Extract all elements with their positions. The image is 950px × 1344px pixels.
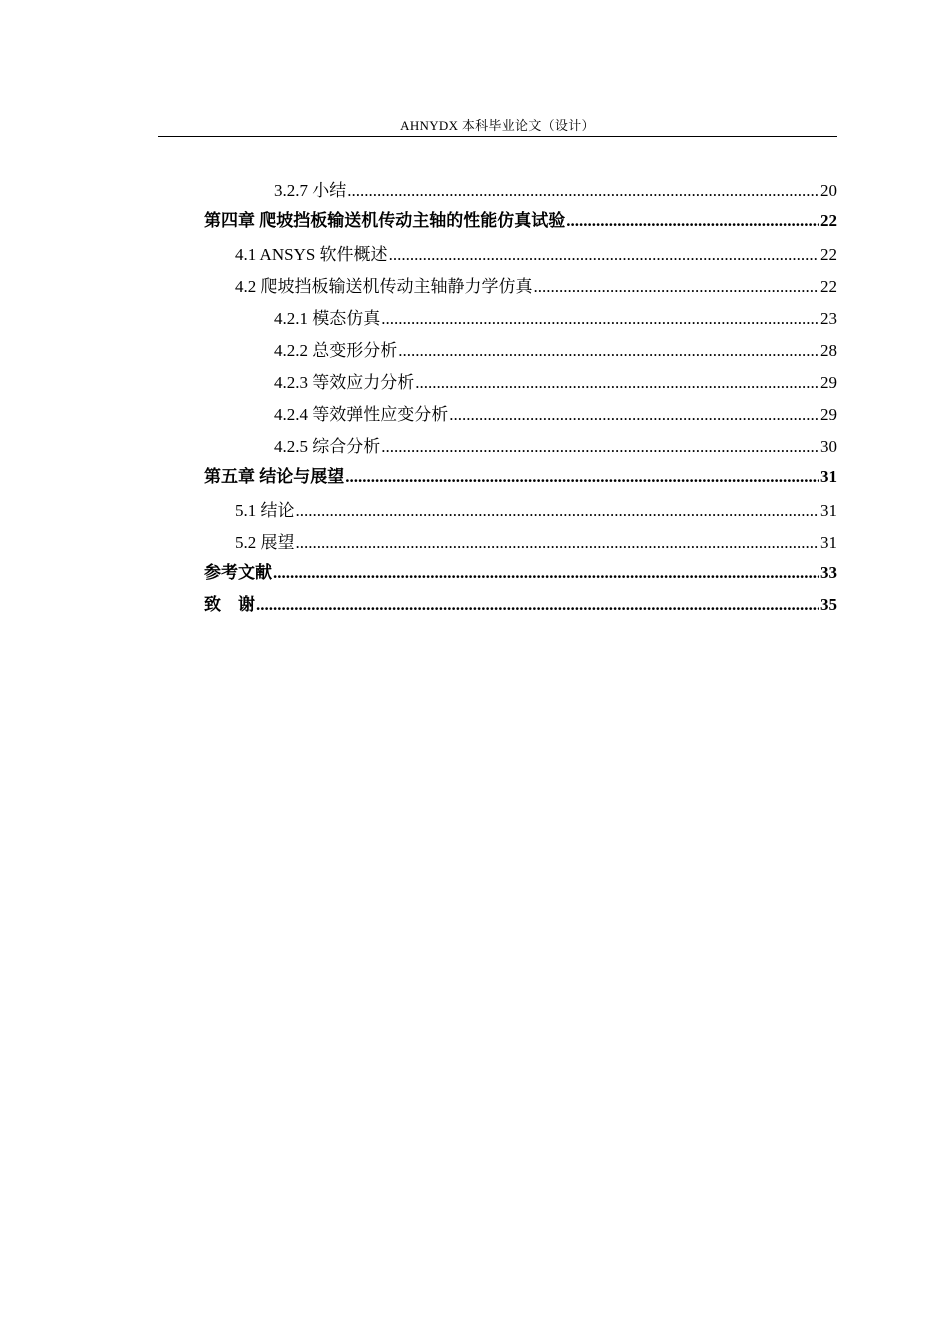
- toc-entry[interactable]: [274, 178, 837, 204]
- toc-entry-title: 4.2.1 模态仿真: [274, 309, 381, 328]
- toc-entry-page: 22: [820, 245, 837, 264]
- toc-entry-title: 第五章 结论与展望: [204, 467, 345, 486]
- toc-dot-leader: [449, 402, 819, 428]
- toc-entry-title: 4.2.3 等效应力分析: [274, 373, 415, 392]
- toc-entry[interactable]: [274, 306, 837, 332]
- toc-dot-leader: [415, 370, 819, 396]
- toc-entry-title: 第四章 爬坡挡板输送机传动主轴的性能仿真试验: [204, 211, 566, 230]
- header-rule: [158, 136, 837, 137]
- toc-entry-page: 22: [820, 277, 837, 296]
- toc-dot-leader: [273, 560, 819, 586]
- toc-entry-title: 参考文献: [204, 563, 272, 582]
- toc-entry[interactable]: [235, 274, 837, 300]
- toc-dot-leader: [389, 242, 819, 268]
- toc-entry-title: 5.2 展望: [235, 533, 295, 552]
- toc-dot-leader: [347, 178, 819, 204]
- toc-entry-title: 4.2.2 总变形分析: [274, 341, 398, 360]
- toc-dot-leader: [381, 306, 819, 332]
- toc-entry-page: 31: [820, 533, 837, 552]
- toc-dot-leader: [534, 274, 820, 300]
- toc-dot-leader: [381, 434, 819, 460]
- toc-entry[interactable]: [235, 242, 837, 268]
- page-header: AHNYDX 本科毕业论文（设计）: [400, 118, 595, 133]
- toc-entry-page: 33: [820, 563, 837, 582]
- toc-entry-title: 4.2.5 综合分析: [274, 437, 381, 456]
- toc-entry[interactable]: [235, 530, 837, 556]
- toc-entry-page: 29: [820, 405, 837, 424]
- toc-entry-page: 31: [820, 501, 837, 520]
- toc-entry-page: 20: [820, 181, 837, 200]
- toc-entry[interactable]: [274, 402, 837, 428]
- toc-entry[interactable]: [274, 370, 837, 396]
- toc-entry-title: 致 谢: [204, 595, 255, 614]
- toc-entry-page: 29: [820, 373, 837, 392]
- toc-entry-title: 4.2.4 等效弹性应变分析: [274, 405, 449, 424]
- toc-entry-title: 4.2 爬坡挡板输送机传动主轴静力学仿真: [235, 277, 533, 296]
- toc-dot-leader: [296, 530, 820, 556]
- toc-dot-leader: [566, 208, 819, 234]
- toc-entry[interactable]: [204, 560, 837, 586]
- toc-dot-leader: [398, 338, 819, 364]
- toc-entry-page: 28: [820, 341, 837, 360]
- toc-entry[interactable]: [204, 464, 837, 490]
- toc-entry[interactable]: [274, 338, 837, 364]
- toc-entry-title: 4.1 ANSYS 软件概述: [235, 245, 388, 264]
- toc-entry[interactable]: [235, 498, 837, 524]
- toc-entry[interactable]: [204, 592, 837, 618]
- toc-entry-title: 5.1 结论: [235, 501, 295, 520]
- toc-entry-page: 22: [820, 211, 837, 230]
- toc-dot-leader: [345, 464, 819, 490]
- toc-entry-title: 3.2.7 小结: [274, 181, 347, 200]
- toc-entry[interactable]: [204, 208, 837, 234]
- toc-entry-page: 23: [820, 309, 837, 328]
- toc-entry-page: 31: [820, 467, 837, 486]
- toc-dot-leader: [296, 498, 820, 524]
- toc-entry[interactable]: [274, 434, 837, 460]
- toc-dot-leader: [256, 592, 819, 618]
- toc-entry-page: 30: [820, 437, 837, 456]
- toc-entry-page: 35: [820, 595, 837, 614]
